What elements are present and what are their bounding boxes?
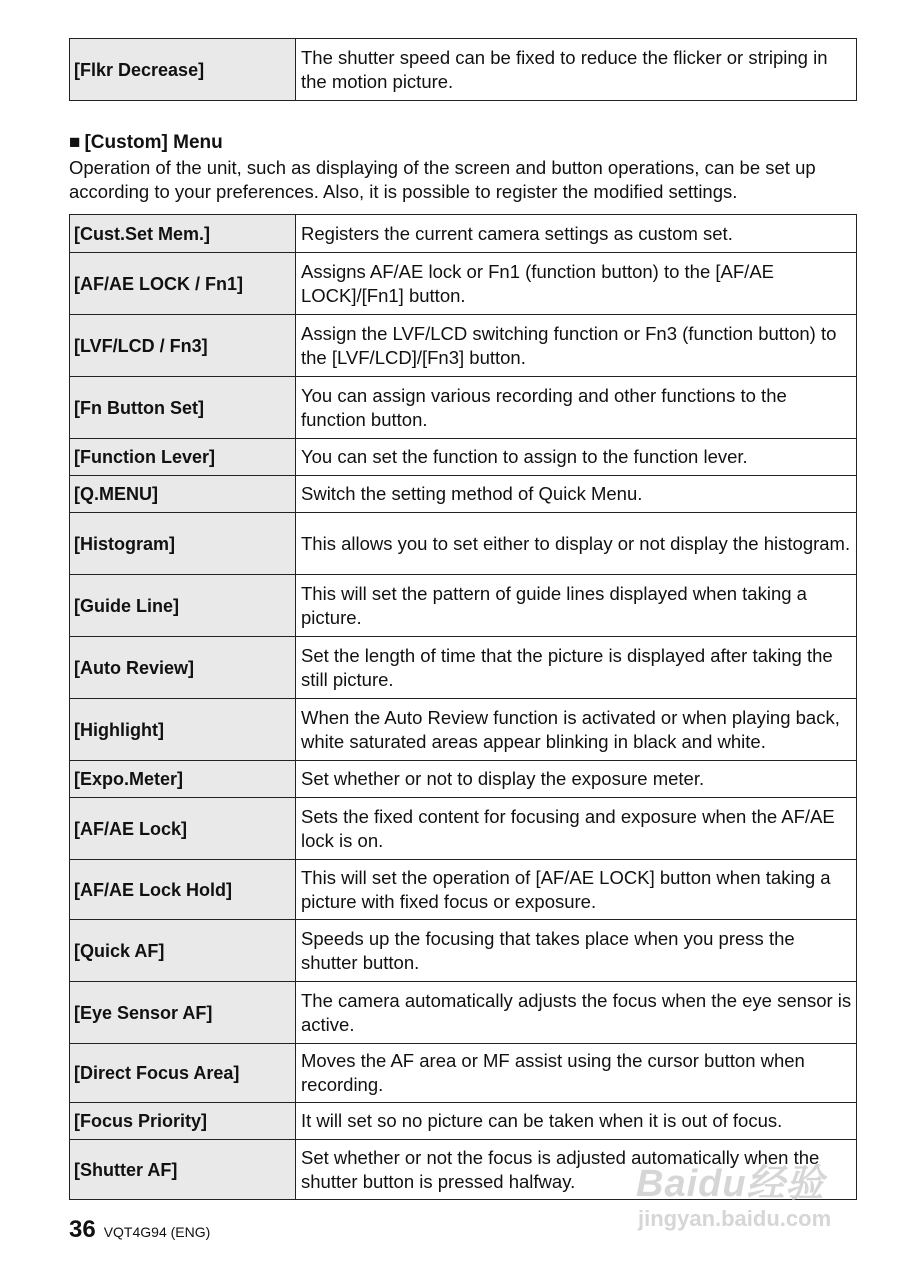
section-heading [69, 131, 223, 155]
table-row [70, 575, 857, 637]
custom-menu-table [69, 214, 857, 1200]
table-row [70, 513, 857, 575]
table-row [70, 476, 857, 513]
table-row [70, 253, 857, 315]
setting-description: Assigns AF/AE lock or Fn1 (function button) to the [AF/AE LOCK]/[Fn1] button. [296, 253, 857, 315]
setting-description: Set the length of time that the picture is displayed after taking the still picture. [296, 637, 857, 699]
table-row [70, 315, 857, 377]
setting-name: [Guide Line] [70, 575, 296, 637]
setting-description: This will set the pattern of guide lines displayed when taking a picture. [296, 575, 857, 637]
setting-name: [Highlight] [70, 699, 296, 761]
setting-name: [Flkr Decrease] [70, 39, 296, 101]
flicker-table [69, 38, 857, 101]
setting-description: This will set the operation of [AF/AE LOCK] button when taking a picture with fixed focus or exposure. [296, 860, 857, 920]
setting-name: [Direct Focus Area] [70, 1044, 296, 1103]
setting-description: Set whether or not to display the exposure meter. [296, 761, 857, 798]
table-row [70, 1044, 857, 1103]
setting-description: The shutter speed can be fixed to reduce the flicker or striping in the motion picture. [296, 39, 857, 101]
setting-name: [Fn Button Set] [70, 377, 296, 439]
setting-name: [Focus Priority] [70, 1103, 296, 1140]
setting-description: Assign the LVF/LCD switching function or Fn3 (function button) to the [LVF/LCD]/[Fn3] button. [296, 315, 857, 377]
setting-name: [Eye Sensor AF] [70, 982, 296, 1044]
setting-name: [Auto Review] [70, 637, 296, 699]
setting-description: Moves the AF area or MF assist using the cursor button when recording. [296, 1044, 857, 1103]
setting-name: [AF/AE LOCK / Fn1] [70, 253, 296, 315]
setting-name: [Expo.Meter] [70, 761, 296, 798]
baidu-watermark [636, 1162, 846, 1232]
setting-description: The camera automatically adjusts the focus when the eye sensor is active. [296, 982, 857, 1044]
table-row [70, 982, 857, 1044]
setting-name: [AF/AE Lock] [70, 798, 296, 860]
table-row [70, 761, 857, 798]
setting-name: [LVF/LCD / Fn3] [70, 315, 296, 377]
table-row [70, 798, 857, 860]
document-code: VQT4G94 (ENG) [103, 1224, 211, 1240]
setting-name: [Q.MENU] [70, 476, 296, 513]
table-row [70, 39, 857, 101]
table-row [70, 920, 857, 982]
table-row [70, 699, 857, 761]
setting-name: [Function Lever] [70, 439, 296, 476]
setting-description: You can set the function to assign to the function lever. [296, 439, 857, 476]
table-row [70, 637, 857, 699]
setting-description: When the Auto Review function is activated or when playing back, white saturated areas appear blinking in black and white. [296, 699, 857, 761]
setting-name: [AF/AE Lock Hold] [70, 860, 296, 920]
square-bullet-icon: ■ [69, 132, 81, 153]
page-footer [69, 1216, 210, 1244]
setting-name: [Quick AF] [70, 920, 296, 982]
table-row [70, 377, 857, 439]
table-row [70, 860, 857, 920]
setting-name: [Shutter AF] [70, 1140, 296, 1200]
page-number: 36 [69, 1216, 96, 1243]
section-intro: Operation of the unit, such as displaying of the screen and button operations, can be set up according to your preferences. Also, it is possible to register the modified settings. [69, 157, 816, 202]
setting-description: Registers the current camera settings as custom set. [296, 215, 857, 253]
setting-description: Speeds up the focusing that takes place when you press the shutter button. [296, 920, 857, 982]
table-row [70, 1103, 857, 1140]
setting-name: [Histogram] [70, 513, 296, 575]
setting-description: You can assign various recording and other functions to the function button. [296, 377, 857, 439]
setting-description: Sets the fixed content for focusing and exposure when the AF/AE lock is on. [296, 798, 857, 860]
setting-description: It will set so no picture can be taken when it is out of focus. [296, 1103, 857, 1140]
watermark-url: jingyan.baidu.com [638, 1206, 832, 1231]
watermark-logo: Baidu经验 [636, 1163, 825, 1205]
setting-description: Switch the setting method of Quick Menu. [296, 476, 857, 513]
setting-description: Set whether or not the focus is adjusted automatically when the shutter button is pressed halfway. [296, 1140, 857, 1200]
setting-name: [Cust.Set Mem.] [70, 215, 296, 253]
section-title: [Custom] Menu [84, 132, 223, 153]
table-row [70, 215, 857, 253]
setting-description: This allows you to set either to display or not display the histogram. [296, 513, 857, 575]
table-row [70, 439, 857, 476]
